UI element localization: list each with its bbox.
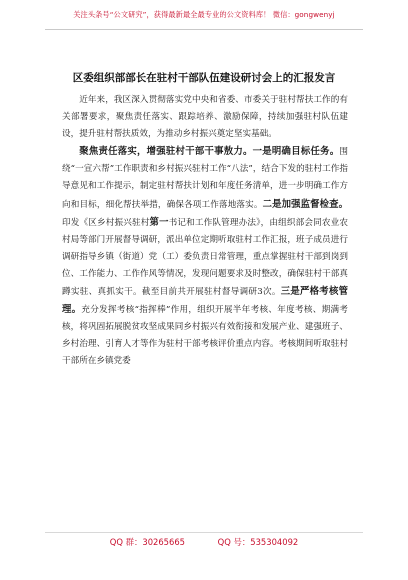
footer-qq-number: QQ 号：535304092 (217, 537, 299, 547)
section1-text1: 围绕“一宣六帮”工作职责和乡村振兴驻村工作“八法”，结合下发的驻村工作指导意见和工作提示，制定驻村帮扶计划和年度任务清单，进一步明确工作方向和目标，细化帮扶举措，确保各项工作落地落实。 (62, 147, 348, 210)
section1-sub3: 三是严格考核管理。 (62, 286, 348, 316)
document-title: 区委组织部部长在驻村干部队伍建设研讨会上的汇报发言 (72, 72, 336, 84)
header-divider (45, 29, 363, 30)
header-notice: 关注头条号“公文研究”，获得最新最全最专业的公文资料库！ 微信：gongwenyj (73, 10, 335, 19)
section1-sub2: 二是加强监督检查。 (262, 198, 348, 210)
section1-text3: 充分发挥考核“指挥棒”作用，组织开展半年考核、年度考核、期满考核，将巩固拓展脱贫攻坚成果同乡村振兴有效衔接和发展产业、建强班子、乡村治理、引育人才等作为驻村干部考核评价重点内容。考核期间听取驻村干部所在乡镇党委 (62, 305, 348, 367)
section1-sub2b: 第一 (149, 216, 169, 228)
section1-text2b: 书记和工作队管理办法》，由组织部会同农业农村局等部门开展督导调研，派出单位定期听取驻村工作汇报，班子成员进行调研指导乡镇（街道）党（工）委负责日常管理，重点掌握驻村干部到岗到位、工作能力、工作作风等情况，发现问题要求及时整改，确保驻村干部真蹲实驻、真抓实干。截至目前共开展驻村督导调研3次。 (62, 217, 348, 298)
section1-paragraph (62, 143, 348, 370)
footer-qq-group: QQ 群：30265665 (109, 537, 185, 547)
section1-lead: 聚焦责任落实，增强驻村干部干事敖力。一是明确目标任务。 (79, 146, 340, 158)
document-body (62, 92, 348, 371)
footer-divider (45, 532, 363, 533)
section1-text2a: 印发《区乡村振兴驻村 (62, 217, 150, 228)
footer-contacts (0, 536, 408, 548)
intro-paragraph: 近年来，我区深入贯彻落实党中央和省委、市委关于驻村帮扶工作的有关部署要求，聚焦责任落实、跟踪培养、激励保障，持续加强驻村队伍建设，提升驻村帮扶质效，为推动乡村振兴奠定坚实基础。 (62, 95, 348, 140)
